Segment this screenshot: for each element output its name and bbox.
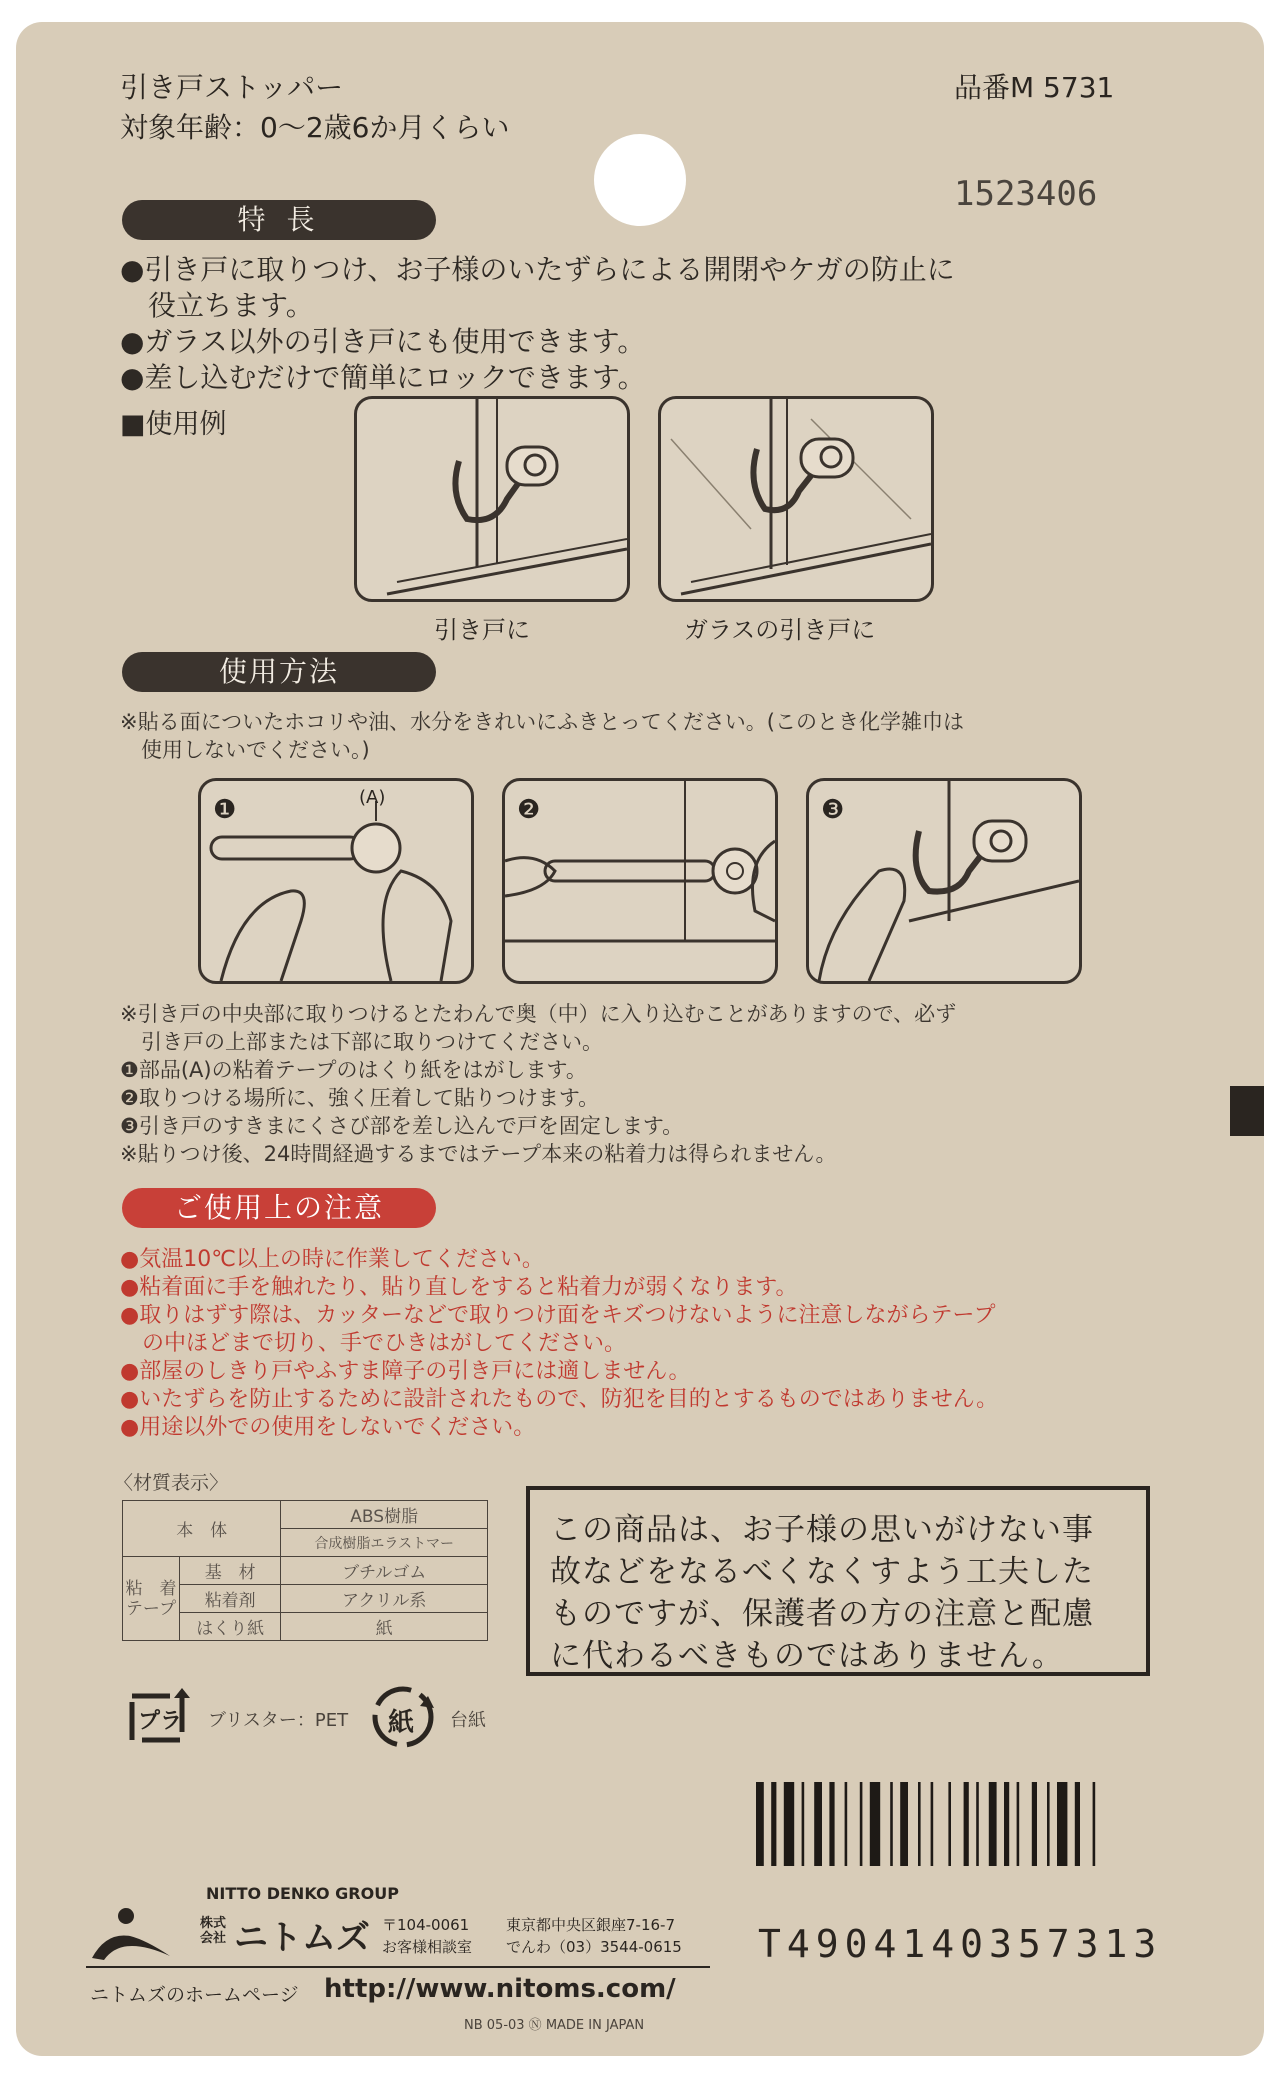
usage-note-1: ※引き戸の中央部に取りつけるとたわんで奥（中）に入り込むことがありますので、必ず: [120, 1002, 957, 1026]
paper-text: 台紙: [450, 1710, 486, 1731]
example-caption-glass: ガラスの引き戸に: [684, 616, 876, 644]
caution-heading: ご使用上の注意: [122, 1188, 436, 1228]
feature-line-3: ●ガラス以外の引き戸にも使用できます。: [120, 325, 646, 358]
caution-item-3b: の中ほどまで切り、手でひきはがしてください。: [120, 1331, 627, 1356]
barcode-bar: [964, 1782, 969, 1866]
tape-label-line-2: テープ: [125, 1598, 177, 1619]
pla-text: ブリスター：PET: [208, 1710, 349, 1731]
hang-hole: [594, 134, 686, 226]
usage-note-2: 引き戸の上部または下部に取りつけてください。: [120, 1030, 603, 1054]
usage-step-1: ❶部品(A)の粘着テープのはくり紙をはがします。: [120, 1058, 587, 1082]
corp-type-line-2: 会社: [200, 1931, 227, 1946]
barcode-bar: [976, 1782, 979, 1866]
caution-item-3: ●取りはずす際は、カッターなどで取りつけ面をキズつけないように注意しながらテープ: [120, 1303, 996, 1328]
barcode-bar: [870, 1782, 880, 1866]
example-illustration-glass-door: [658, 396, 934, 602]
paper-recycle-icon: [368, 1682, 438, 1752]
company-name: ニトムズ: [234, 1918, 370, 1958]
company-consult: お客様相談室: [382, 1938, 473, 1956]
materials-table: [122, 1500, 488, 1641]
lot-code: 1523406: [954, 174, 1098, 214]
footer-divider: [86, 1966, 710, 1968]
barcode-bar: [1004, 1782, 1009, 1866]
barcode-bar: [931, 1782, 934, 1866]
barcode-bar: [1093, 1782, 1096, 1866]
material-name: はくり紙: [180, 1613, 281, 1641]
caution-item-4: ●部屋のしきり戸やふすま障子の引き戸には適しません。: [120, 1359, 691, 1384]
barcode-bar: [1075, 1782, 1080, 1866]
company-address: 東京都中央区銀座7-16-7: [506, 1916, 675, 1934]
barcode-number: T4904140357313: [758, 1922, 1163, 1966]
target-age: 対象年齢：0〜2歳6か月くらい: [120, 111, 510, 144]
caution-item-5: ●いたずらを防止するために設計されたもので、防犯を目的とするものではありません。: [120, 1387, 999, 1412]
body-label: 本 体: [123, 1501, 281, 1557]
feature-line-4: ●差し込むだけで簡単にロックできます。: [120, 361, 646, 394]
body-value-1: ABS樹脂: [281, 1501, 488, 1529]
usage-pre-note-2: 使用しないでください。): [120, 738, 370, 762]
company-logo-icon: [86, 1902, 176, 1962]
usage-note-3: ※貼りつけ後、24時間経過するまではテープ本来の粘着力は得られません。: [120, 1142, 837, 1166]
homepage-label: ニトムズのホームページ: [90, 1984, 299, 2006]
barcode-bar: [1032, 1782, 1037, 1866]
material-name: 基 材: [180, 1557, 281, 1585]
barcode-bar: [845, 1782, 848, 1866]
barcode-bar: [784, 1782, 794, 1866]
step-2-illustration: [502, 778, 778, 984]
features-heading: 特 長: [122, 200, 436, 240]
usage-heading: 使用方法: [122, 652, 436, 692]
step-1-number: ❶: [213, 795, 237, 825]
tape-label: [123, 1557, 180, 1641]
company-group: NITTO DENKO GROUP: [206, 1884, 399, 1903]
barcode-bar: [802, 1782, 805, 1866]
usage-step-2: ❷取りつける場所に、強く圧着して貼りつけます。: [120, 1086, 600, 1110]
product-name: 引き戸ストッパー: [120, 71, 344, 104]
barcode-bar: [1057, 1782, 1067, 1866]
package-card: [16, 22, 1264, 2056]
step-3-number: ❸: [821, 795, 845, 825]
safety-notice-box: [526, 1486, 1150, 1676]
feature-line-1: ●引き戸に取りつけ、お子様のいたずらによる開閉やケガの防止に: [120, 253, 955, 286]
notice-line-4: に代わるべきものではありません。: [550, 1638, 1064, 1674]
footer-code: NB 05-03 Ⓝ MADE IN JAPAN: [464, 2018, 645, 2033]
step-3-illustration: [806, 778, 1082, 984]
materials-title: 〈材質表示〉: [114, 1472, 229, 1494]
material-value: アクリル系: [281, 1585, 488, 1613]
step-1-illustration: [198, 778, 474, 984]
notice-line-3: ものですが、保護者の方の注意と配慮: [550, 1596, 1094, 1632]
caution-item-6: ●用途以外での使用をしないでください。: [120, 1415, 536, 1440]
corp-type-line-1: 株式: [200, 1916, 227, 1931]
material-name: 粘着剤: [180, 1585, 281, 1613]
barcode-bar: [900, 1782, 908, 1866]
paper-mark-text: 紙: [388, 1708, 415, 1738]
material-value: ブチルゴム: [281, 1557, 488, 1585]
example-label: ■使用例: [120, 409, 227, 440]
notice-line-1: この商品は、お子様の思いがけない事: [550, 1512, 1094, 1548]
barcode-bar: [948, 1782, 951, 1866]
corp-type: [200, 1916, 226, 1946]
barcode: [756, 1782, 1156, 1866]
barcode-bar: [860, 1782, 863, 1866]
barcode-bar: [890, 1782, 893, 1866]
body-value-2: 合成樹脂エラストマー: [281, 1529, 488, 1557]
barcode-bar: [771, 1782, 776, 1866]
caution-item-1: ●気温10℃以上の時に作業してください。: [120, 1247, 544, 1272]
side-mark: [1230, 1086, 1264, 1136]
step-2-number: ❷: [517, 795, 541, 825]
barcode-bar: [989, 1782, 997, 1866]
notice-line-2: 故などをなるべくなくすよう工夫した: [550, 1554, 1094, 1590]
barcode-bar: [1047, 1782, 1050, 1866]
barcode-bar: [814, 1782, 822, 1866]
pla-mark-text: プラ: [138, 1709, 183, 1734]
caution-item-2: ●粘着面に手を触れたり、貼り直しをすると粘着力が弱くなります。: [120, 1275, 798, 1300]
barcode-bar: [829, 1782, 834, 1866]
usage-step-3: ❸引き戸のすきまにくさび部を差し込んで戸を固定します。: [120, 1114, 684, 1138]
example-illustration-door: [354, 396, 630, 602]
tape-label-line-1: 粘 着: [125, 1578, 177, 1599]
barcode-bar: [918, 1782, 921, 1866]
company-postal: 〒104-0061: [382, 1916, 470, 1934]
part-a-label: (A): [359, 787, 386, 808]
plastic-recycle-icon: [122, 1686, 192, 1750]
company-phone: でんわ（03）3544-0615: [506, 1938, 682, 1956]
feature-line-2: 役立ちます。: [120, 289, 314, 322]
material-value: 紙: [281, 1613, 488, 1641]
barcode-bar: [1017, 1782, 1020, 1866]
barcode-bar: [756, 1782, 764, 1866]
part-number: 品番M 5731: [954, 71, 1115, 104]
usage-pre-note-1: ※貼る面についたホコリや油、水分をきれいにふきとってください。(このとき化学雑巾は: [120, 710, 964, 734]
example-caption-door: 引き戸に: [434, 616, 530, 644]
homepage-url[interactable]: http://www.nitoms.com/: [324, 1974, 676, 2004]
